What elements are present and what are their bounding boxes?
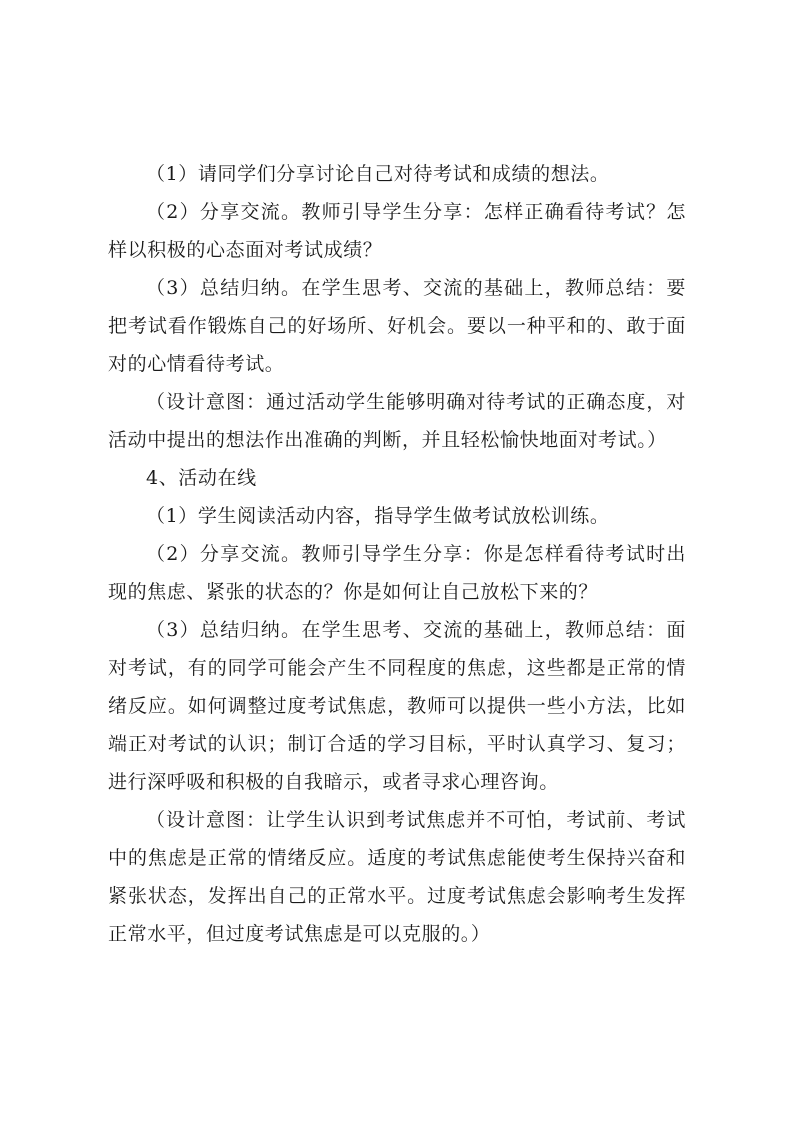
paragraph-summary-exam: （3）总结归纳。在学生思考、交流的基础上，教师总结：要把考试看作锻炼自己的好场所、好机会。要以一种平和的、敢于面对的心情看待考试。 [108, 277, 686, 375]
paragraph-read-activity: （1）学生阅读活动内容，指导学生做考试放松训练。 [146, 505, 610, 527]
paragraph-share-exchange-exam: （2）分享交流。教师引导学生分享：怎样正确看待考试？怎样以积极的心态面对考试成绩？ [108, 201, 686, 261]
paragraph-design-intent-1: （设计意图：通过活动学生能够明确对待考试的正确态度，对活动中提出的想法作出准确的判断，并且轻松愉快地面对考试。） [108, 391, 686, 451]
document-body [108, 155, 686, 953]
section-heading-activity-online: 4、活动在线 [146, 467, 257, 489]
paragraph-summary-anxiety: （3）总结归纳。在学生思考、交流的基础上，教师总结：面对考试，有的同学可能会产生不同程度的焦虑，这些都是正常的情绪反应。如何调整过度考试焦虑，教师可以提供一些小方法，比如端正对考试的认识；制订合适的学习目标，平时认真学习、复习；进行深呼吸和积极的自我暗示，或者寻求心理咨询。 [108, 619, 686, 793]
paragraph-share-exchange-anxiety: （2）分享交流。教师引导学生分享：你是怎样看待考试时出现的焦虑、紧张的状态的？你是如何让自己放松下来的？ [108, 543, 686, 603]
paragraph-design-intent-2: （设计意图：让学生认识到考试焦虑并不可怕，考试前、考试中的焦虑是正常的情绪反应。适度的考试焦虑能使考生保持兴奋和紧张状态，发挥出自己的正常水平。过度考试焦虑会影响考生发挥正常水平，但过度考试焦虑是可以克服的。） [108, 809, 686, 945]
paragraph-share-discussion: （1）请同学们分享讨论自己对待考试和成绩的想法。 [146, 163, 610, 185]
